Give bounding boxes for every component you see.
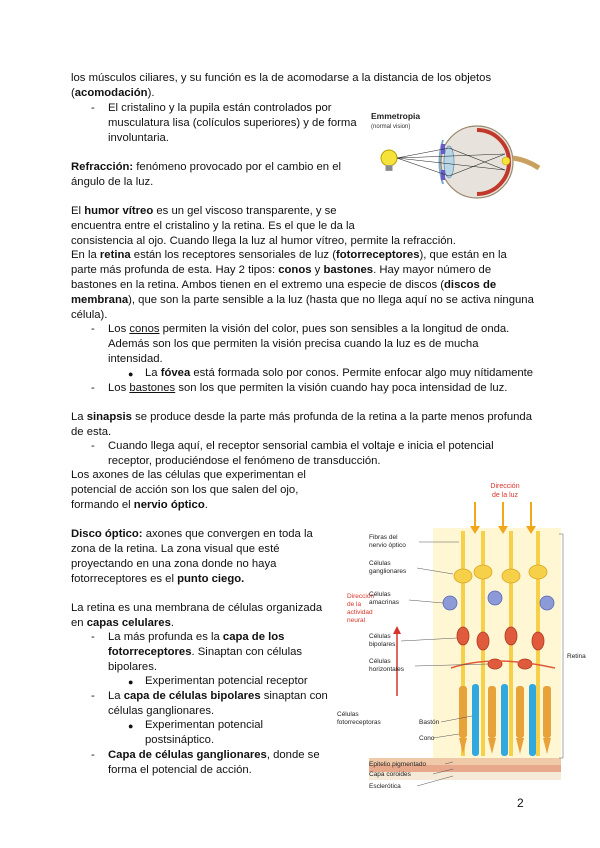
retina-line3: bastones en la retina. Ambos tienen en el extremo una especie de discos (discos de [71, 279, 497, 291]
humor-line3: consistencia al ojo. Cuando llega la luz al humor vítreo, permite la refracción. [71, 235, 456, 247]
disco-line4: fotorreceptores es el punto ciego. [71, 573, 245, 585]
b-sinapsis-line2: receptor, produciéndose el fenómeno de transducción. [108, 455, 381, 467]
b1-line3: involuntaria. [108, 132, 169, 144]
conos-line3: intensidad. [108, 353, 163, 365]
label-horizontales-1: Células [369, 658, 391, 665]
conos-line2: Además son los que permiten la visión precisa cuando la luz es de mucha [108, 338, 479, 350]
b1-line2: musculatura lisa (colículos superiores) y de forma [108, 117, 357, 129]
bullet-dash: - [91, 102, 95, 114]
bullet-dot: ● [128, 721, 134, 731]
eye-figure-title: Emmetropia [371, 111, 421, 121]
b-sinapsis-line1: Cuando llega aquí, el receptor sensorial cambia el voltaje e inicia el potencial [108, 440, 494, 452]
label-retina: Retina [567, 653, 586, 660]
retina-layers-figure [333, 476, 595, 794]
capas-item1-sub: Experimentan potencial receptor [145, 675, 308, 687]
eye-figure-subtitle: (normal vision) [371, 124, 411, 130]
capas-item2-line2: células ganglionares. [108, 705, 215, 717]
p1-line2: (acomodación). [71, 87, 155, 99]
capas-item3-line2: forma el potencial de acción. [108, 764, 252, 776]
neural-direction-label-4: neural [347, 617, 366, 624]
capas-item1-line2: fotorreceptores. Sinaptan con células [108, 646, 303, 658]
bullet-dash: - [91, 382, 95, 394]
axones-line2: potencial de acción son los que salen del ojo, [71, 484, 299, 496]
fovea-line: La fóvea está formada solo por conos. Permite enfocar algo muy nítidamente [145, 367, 534, 379]
eyeball-icon [397, 126, 539, 198]
label-amacrinas-1: Células [369, 591, 391, 598]
refraccion-line1: Refracción: fenómeno provocado por el cambio en el [71, 161, 342, 173]
label-horizontales-2: horizontales [369, 666, 405, 673]
light-direction-label-1: Dirección [490, 483, 520, 490]
label-ganglionares-2: ganglionares [369, 568, 407, 575]
label-esclerotica: Esclerótica [369, 783, 401, 790]
axones-line1: Los axones de las células que experimentan el [71, 469, 306, 481]
bullet-dash: - [91, 631, 95, 643]
retina-line2: parte más profunda de esta. Hay 2 tipos: conos y bastones. Hay mayor número de [71, 264, 492, 276]
sinapsis-line1: La sinapsis se produce desde la parte más profunda de la retina a la parte menos profunda [71, 411, 532, 423]
capas-item2-line1: La capa de células bipolares sinaptan con [108, 690, 328, 702]
bastones-line: Los bastones son los que permiten la visión cuando hay poca intensidad de luz. [108, 382, 508, 394]
humor-line1: El humor vítreo es un gel viscoso transparente, y se [71, 205, 337, 217]
neural-direction-label-2: de la [347, 601, 362, 608]
neural-direction-label-1: Dirección [347, 593, 375, 600]
label-baston: Bastón [419, 719, 440, 726]
capas-item2-sub2: postsináptico. [145, 734, 215, 746]
humor-line2: encuentra entre el cristalino y la retina. Es el que le da la [71, 220, 355, 232]
capas-line2: en capas celulares. [71, 617, 175, 629]
neural-direction-label-3: actividad [347, 609, 373, 616]
label-coroides: Capa coroides [369, 771, 411, 778]
retina-line1: En la retina están los receptores sensoriales de luz (fotorreceptores), que están en la [71, 249, 507, 261]
label-amacrinas-2: amacrinas [369, 599, 399, 606]
bullet-dash: - [91, 323, 95, 335]
axones-line3: formando el nervio óptico. [71, 499, 208, 511]
capas-line1: La retina es una membrana de células organizada [71, 602, 323, 614]
disco-line3: proyectando en una zona donde no haya [71, 558, 277, 570]
capas-item1-line1: La más profunda es la capa de los [108, 631, 285, 643]
label-fibras-1: Fibras del [369, 534, 398, 541]
retina-line4: membrana), que son la parte sensible a la luz (hasta que no llega aquí no se activa ninguna [71, 294, 534, 306]
label-fibras-2: nervio óptico [369, 542, 406, 549]
b1-line1: El cristalino y la pupila están controlados por [108, 102, 332, 114]
capas-item1-line3: bipolares. [108, 661, 157, 673]
bullet-dash: - [91, 440, 95, 452]
label-epitelio: Epitelio pigmentado [369, 761, 427, 768]
label-fotorreceptoras-2: fotorreceptoras [337, 719, 381, 726]
disco-line1: Disco óptico: axones que convergen en toda la [71, 528, 313, 540]
light-bulb-icon [381, 150, 397, 171]
capas-item3-line1: Capa de células ganglionares, donde se [108, 749, 320, 761]
label-bipolares-1: Células [369, 633, 391, 640]
capas-item2-sub1: Experimentan potencial [145, 719, 264, 731]
label-fotorreceptoras-1: Células [337, 711, 359, 718]
neural-direction-arrow-icon [393, 626, 401, 696]
page-number: 2 [517, 796, 524, 810]
bullet-dot: ● [128, 369, 134, 379]
bullet-dash: - [91, 690, 95, 702]
eye-emmetropia-figure [367, 108, 542, 200]
p1-line1: los músculos ciliares, y su función es la de acomodarse a la distancia de los objetos [71, 72, 492, 84]
label-ganglionares-1: Células [369, 560, 391, 567]
light-direction-label-2: de la luz [491, 492, 519, 499]
conos-line1: Los conos permiten la visión del color, pues son sensibles a la longitud de onda. [108, 323, 510, 335]
label-bipolares-2: bipolares [369, 641, 396, 648]
disco-line2: zona de la retina. La zona visual que esté [71, 543, 280, 555]
sinapsis-line2: de esta. [71, 426, 112, 438]
bullet-dot: ● [128, 677, 134, 687]
retina-line5: célula). [71, 309, 108, 321]
label-cono: Cono [419, 735, 435, 742]
refraccion-line2: ángulo de la luz. [71, 176, 154, 188]
bullet-dash: - [91, 749, 95, 761]
